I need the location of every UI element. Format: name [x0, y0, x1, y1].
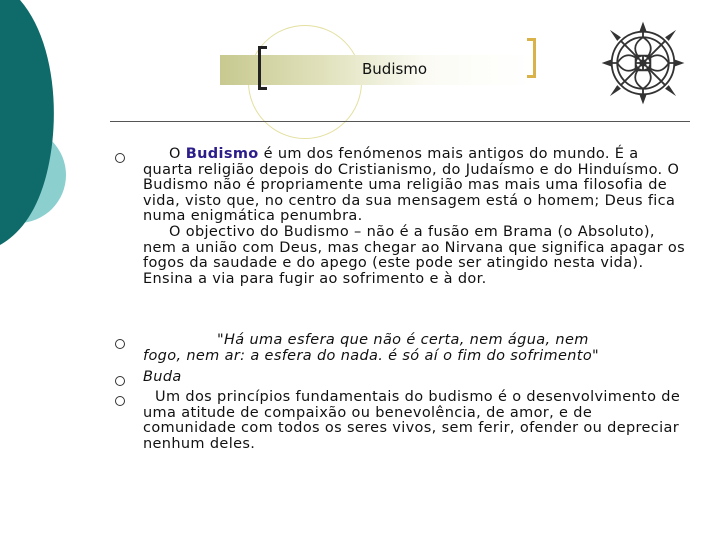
quote-line-2: fogo, nem ar: a esfera do nada. é só aí o fim do sofrimento" — [143, 347, 600, 364]
bullet-intro — [113, 147, 688, 333]
intro-prefix: O — [169, 146, 186, 162]
bullet-principles — [113, 390, 688, 452]
intro-rest: é um dos fenómenos mais antigos do mundo. É a quarta religião depois do Cristianismo, do Judaísmo e do Hinduísmo. O Budismo não é propriamente uma religião mas mais uma filosofia de vida, visto que, no centro da sua mensagem está o homem; Deus fica numa enigmática penumbra. — [143, 146, 680, 225]
dharma-wheel-icon — [597, 17, 689, 109]
budismo-keyword: Budismo — [185, 146, 259, 162]
quote-line-1: "Há uma esfera que não é certa, nem água, nem — [217, 332, 589, 348]
bullet-marker — [115, 376, 125, 386]
slide-title: Budismo — [362, 60, 428, 78]
bullet-intro-text — [143, 147, 688, 287]
quote-text — [143, 333, 688, 364]
bullet-quote — [113, 333, 688, 370]
bullet-marker — [115, 339, 125, 349]
title-bracket-left — [258, 46, 267, 90]
bullet-marker — [115, 396, 125, 406]
decorative-teal-shapes — [0, 0, 90, 300]
intro-paragraph — [143, 147, 688, 225]
bullet-attribution — [113, 370, 688, 390]
objective-paragraph: O objectivo do Budismo – não é a fusão em Brama (o Absoluto), nem a união com Deus, mas chegar ao Nirvana que significa apagar os fogos da saudade e do apego (este pode ser atingido nesta vida). Ensina a via para fugir ao sofrimento e à dor. — [143, 223, 686, 287]
slide-content — [113, 147, 688, 452]
principles-text-wrap — [143, 390, 688, 452]
title-bracket-right — [527, 38, 536, 78]
bullet-marker — [115, 153, 125, 163]
title-divider — [110, 121, 690, 122]
principles-text: Um dos princípios fundamentais do budismo é o desenvolvimento de uma atitude de compaixão ou benevolência, de amor, e de comunidade com todos os seres vivos, sem ferir, ofender ou depreciar nenhum deles. — [143, 389, 681, 452]
attribution-text: Buda — [143, 369, 182, 385]
